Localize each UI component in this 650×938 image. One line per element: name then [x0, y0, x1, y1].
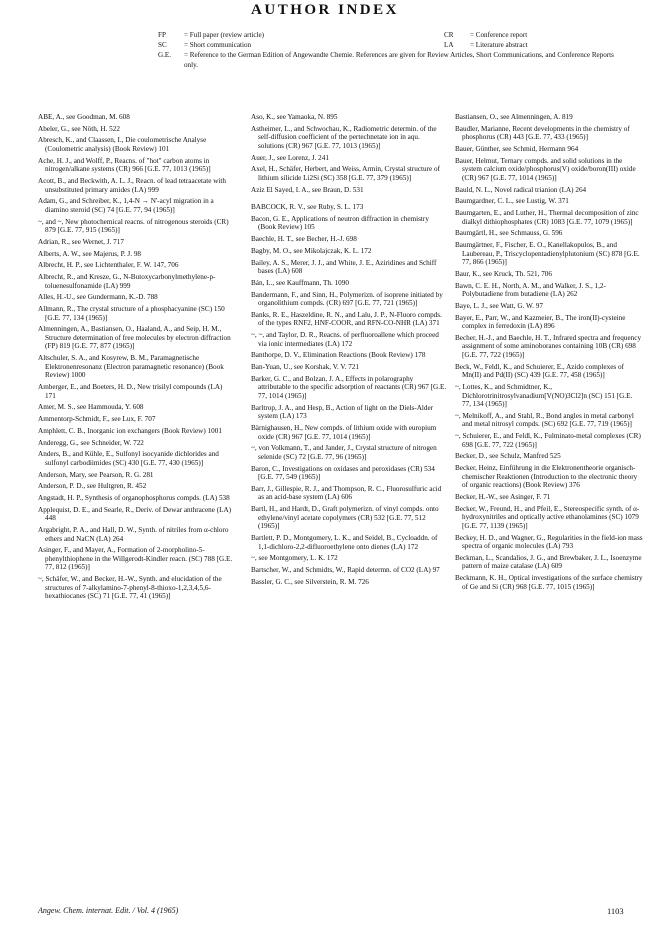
index-entry: Altschuler, S. A., and Kosyrew, B. M., Paramagnetische Elektronenresonanz (Electron paramagnetic resonance) (Book Review) 1000	[38, 354, 224, 380]
index-entry: Adrian, R., see Wernet, J. 717	[38, 237, 124, 246]
index-entry: Banks, R. E., Haszeldine, R. N., and Lalu, J. P., N-Fluoro compds. of the types RNF2, HNF-COOR, and RFN-CO-NHR (LA) 371	[251, 310, 442, 328]
index-entry: Barr, J., Gillespie, R. J., and Thompson, R. C., Fluorosulfuric acid as an acid-base system (LA) 606	[251, 484, 442, 502]
index-entry: Ache, H. J., and Wolff, P., Reacns. of "hot" carbon atoms in nitrogen/alkane systems (CR) 966 [G.E. 77, 1013 (1965)]	[38, 156, 211, 174]
abbr-key: SC	[158, 41, 167, 49]
index-entry: Bandermann, F., and Sinn, H., Polymerizn. of isoprene initiated by organolithium compds. (CR) 697 [G.E. 77, 721 (1965)]	[251, 290, 443, 308]
index-entry: Anderson, P. D., see Hultgren, R. 452	[38, 482, 147, 491]
index-entry: Allmann, R., The crystal structure of a phosphacyanine (SC) 150 [G.E. 77, 134 (1965)]	[38, 305, 225, 322]
index-entry: Bastiansen, O., see Almenningen, A. 819	[455, 113, 573, 121]
index-entry: Auer, J., see Lorenz, J. 241	[251, 153, 329, 162]
index-entry: Alberts, A. W., see Majerus, P. J. 98	[38, 249, 142, 258]
index-entry: Baudler, Marianne, Recent developments in the chemistry of phosphorus (CR) 443 [G.E. 77, 433 (1965)]	[455, 124, 630, 142]
index-entry: Baye, L. J., see Watt, G. W. 97	[455, 301, 543, 310]
index-entry: Baumgärtner, F., Fischer, E. O., Kanellakopulos, B., and Laubereau, P., Triscyclopentadienylplutonium (SC) 878 [G.E. 77, 866 (1965)]	[455, 241, 640, 267]
index-entry: Becker, H.-W., see Asinger, F. 71	[455, 492, 551, 501]
index-entry: Baron, C., Investigations on oxidases and peroxidases (CR) 534 [G.E. 77, 549 (1965)]	[251, 464, 435, 482]
index-entry: Becker, D., see Schulz, Manfred 525	[455, 452, 561, 461]
index-entry: Bacon, G. E., Applications of neutron diffraction in chemistry (Book Review) 105	[251, 214, 429, 232]
index-entry: ~, Melnikoff, A., and Stahl, R., Bond angles in metal carbonyl and metal nitrosyl compds. (SC) 692 [G.E. 77, 719 (1965)]	[455, 411, 634, 429]
index-entry: ~, ~, and Taylor, D. R., Reacns. of perfluoroallene which proceed via ionic intermediates (LA) 172	[251, 331, 439, 348]
index-entry: Acott, B., and Beckwith, A. L. J., Reacn. of lead tetraacetate with unsubstituted primary amides (LA) 999	[38, 177, 227, 194]
index-entry: ~, Schäfer, W., and Becker, H.-W., Synth. and elucidation of the structures of 7-alkylamino-7-phenyl-8-thioxo-1,2,3,4,5,6-hexathiocanes (SC) 71 [G.E. 77, 41 (1965)]	[38, 575, 222, 601]
index-entry: Abeler, G., see Nöth, H. 522	[38, 124, 120, 133]
index-entry: Angstadt, H. P., Synthesis of organophosphorus compds. (LA) 538	[38, 494, 230, 502]
index-entry: Applequist, D. E., and Searle, R., Deriv. of Dewar anthracene (LA) 448	[38, 505, 232, 523]
index-entry: Bagby, M. O., see Mikolajczak, K. L. 172	[251, 246, 372, 255]
index-entry: ~, Schuierer, E., and Feldl, K., Fulminato-metal complexes (CR) 698 [G.E. 77, 722 (1965)]	[455, 432, 641, 449]
index-entry: Baumgärtl, H., see Schmauss, G. 596	[455, 229, 563, 238]
index-entry: ~, Lottes, K., and Schmidtner, K., Dichlorotrinitrosylvanadium[V(NO)3Cl2]n (SC) 151 [G.E. 77, 134 (1965)]	[455, 383, 633, 409]
abbreviation-row	[158, 30, 628, 40]
journal-citation: Angew. Chem. internat. Edit. / Vol. 4 (1965)	[38, 906, 179, 915]
index-entry: Bauer, Günther, see Schmid, Hermann 964	[455, 145, 579, 154]
index-entry: Beckey, H. D., and Wagner, G., Regularities in the field-ion mass spectra of organic molecules (LA) 793	[455, 533, 643, 551]
index-column-3	[455, 113, 643, 594]
index-entry: Alles, H.-U., see Gundermann, K.-D. 788	[38, 293, 158, 302]
index-entry: Baur, K., see Kruck, Th. 521, 706	[455, 269, 552, 278]
index-entry: Bailey, A. S., Merer, J. J., and White, J. E., Aziridines and Schiff bases (LA) 608	[251, 258, 437, 276]
index-entry: Bán, L., see Kauffmann, Th. 1090	[251, 278, 349, 287]
index-entry: Beckmann, K. H., Optical investigations of the surface chemistry of Ge and Si (CR) 968 [G.E. 77, 1015 (1965)]	[455, 574, 643, 591]
index-entry: Astheimer, L., and Schwochau, K., Radiometric determin. of the self-diffusion coefficient of the pertechnetate ion in aqu. solutions (CR) 967 [G.E. 77, 1013 (1965)]	[251, 124, 437, 150]
abbr-key: LA	[444, 41, 454, 49]
index-entry: Axel, H., Schäfer, Herbert, and Weiss, Armin, Crystal structure of lithium silicide Li2Si (SC) 358 [G.E. 77, 379 (1965)]	[251, 165, 441, 182]
page-title: AUTHOR INDEX	[251, 2, 399, 18]
index-entry: ~, and ~, New photochemical reacns. of nitrogenous steroids (CR) 879 [G.E. 77, 915 (1965)]	[38, 217, 229, 235]
abbr-value: = Literature abstract	[470, 41, 528, 49]
index-entry: Ammentorp-Schmidt, F., see Lux, F. 707	[38, 415, 156, 424]
index-entry: Bawn, C. E. H., North, A. M., and Walker, J. S., 1,2-Polybutadiene from butadiene (LA) 262	[455, 281, 606, 299]
index-entry: Bauer, Helmut, Ternary compds. and solid solutions in the system calcium oxide/phosphorus(V) oxide/boron(III) oxide (CR) 967 [G.E. 77, 1014 (1965)]	[455, 156, 636, 182]
index-entry: Asinger, F., and Mayer, A., Formation of 2-morpholino-5-phenylthiophene in the Willgerodt-Kindler reacn. (SC) 788 [G.E. 77, 812 (1965)]	[38, 546, 233, 572]
index-entry: Beckman, L., Scandalios, J. G., and Brewbaker, J. L., Isoenzyme pattern of maize catalase (LA) 609	[455, 553, 642, 571]
index-entry: ~, see Montgomery, L. K. 172	[251, 554, 338, 563]
index-entry: Bartlett, P. D., Montgomery, L. K., and Seidel, B., Cycloaddn. of 1,1-dichloro-2,2-difluoroethylene onto dienes (LA) 172	[251, 534, 438, 551]
index-entry: Almenningen, A., Bastiansen, O., Haaland, A., and Seip, H. M., Structure determination of free molecules by electron diffraction (FP) 819 [G.E. 77, 877 (1965)]	[38, 325, 231, 351]
index-entry: Amberger, E., and Boeters, H. D., New trisilyl compounds (LA) 171	[38, 383, 223, 400]
index-entry: Anders, B., and Kühle, E., Sulfonyl isocyanide dichlorides and sulfonyl carbodiimides (SC) 430 [G.E. 77, 430 (1965)]	[38, 450, 219, 467]
abbr-value: = Full paper (review article)	[184, 31, 265, 39]
index-entry: Albrecht, H. P., see Lichtenthaler, F. W. 147, 706	[38, 261, 179, 270]
index-entry: Baumgardner, C. L., see Lustig, W. 371	[455, 197, 569, 206]
index-entry: Anderegg, G., see Schneider, W. 722	[38, 438, 144, 447]
index-entry: ABE, A., see Goodman, M. 608	[38, 113, 130, 121]
abbreviation-row	[158, 40, 628, 50]
index-column-2	[251, 113, 447, 589]
abbreviation-legend	[158, 30, 628, 70]
index-entry: Adam, G., and Schreiber, K., 1,4-N → N'-acyl migration in a diamino steroid (SC) 74 [G.E. 77, 94 (1965)]	[38, 197, 214, 214]
index-entry: Abresch, K., and Claassen, I., Die coulometrische Analyse (Coulometric analysis) (Book Review) 101	[38, 136, 207, 154]
index-entry: Bauld, N. L., Novel radical trianion (LA) 264	[455, 185, 587, 194]
index-entry: Beck, W., Feldl, K., and Schuierer, E., Azido complexes of Mn(II) and Pd(II) (SC) 439 [G.E. 77, 458 (1965)]	[455, 362, 624, 380]
index-entry: Ban-Yuan, U., see Korshak, V. V. 721	[251, 363, 360, 372]
abbr-note-text: = Reference to the German Edition of Angewandte Chemie. References are given for Review Articles, Short Communications, and Conference Reports only.	[184, 51, 614, 69]
abbreviation-note	[158, 50, 628, 70]
index-entry: Barltrop, J. A., and Hesp, B., Action of light on the Diels-Alder system (LA) 173	[251, 403, 434, 421]
index-entry: BABCOCK, R. V., see Ruby, S. L. 173	[251, 203, 364, 212]
index-entry: Baechle, H. T., see Becher, H.-J. 698	[251, 235, 357, 244]
abbr-key: G.E.	[158, 51, 172, 59]
index-entry: Bassler, G. C., see Silverstein, R. M. 726	[251, 577, 369, 586]
index-entry: Albrecht, R., and Kresze, G., N-Butoxycarbonylmethylene-p-toluenesulfonamide (LA) 999	[38, 273, 216, 290]
index-entry: Aziz El Sayed, I. A., see Braun, D. 531	[251, 185, 364, 194]
abbr-value: = Short communication	[184, 41, 252, 49]
index-entry: Amphlett, C. B., Inorganic ion exchangers (Book Review) 1001	[38, 426, 222, 435]
page-number: 1103	[607, 906, 624, 916]
abbr-value: = Conference report	[470, 31, 528, 39]
abbr-key: FP	[158, 31, 166, 39]
index-entry: Becker, W., Freund, H., and Pfeil, E., Stereospecific synth. of α-hydroxynitriles and optically active ethanolamines (SC) 1079 [G.E. 77, 1139 (1965)]	[455, 504, 640, 530]
index-entry: Becker, Heinz, Einführung in die Elektronentheorie organisch-chemischer Reaktionen (Introduction to the electronic theory of organic reactions) (Book Review) 376	[455, 464, 638, 490]
index-entry: Bartl, H., and Hardt, D., Graft polymerizn. of vinyl compds. onto ethylene/vinyl acetate copolymers (CR) 532 [G.E. 77, 512 (1965)]	[251, 505, 439, 531]
index-entry: Bayer, E., Parr, W., and Kazmeier, B., The iron(II)-cysteine complex in ferredoxin (LA) 896	[455, 313, 626, 331]
index-entry: Baumgarten, E., and Luther, H., Thermal decomposition of zinc dialkyl dithiophosphates (CR) 1083 [G.E. 77, 1079 (1965)]	[455, 209, 639, 226]
index-entry: Aso, K., see Yamaoka, N. 895	[251, 113, 338, 121]
index-entry: Argabright, P. A., and Hall, D. W., Synth. of nitriles from α-chloro ethers and NaCN (LA) 264	[38, 526, 229, 543]
index-entry: Bärnighausen, H., New compds. of lithium oxide with europium oxide (CR) 967 [G.E. 77, 1014 (1965)]	[251, 424, 437, 441]
index-entry: Banthorpe, D. V., Elimination Reactions (Book Review) 178	[251, 351, 426, 360]
index-entry: Anderson, Mary, see Pearson, R. G. 281	[38, 470, 154, 479]
index-entry: Becher, H.-J., and Baechle, H. T., Infrared spectra and frequency assignment of some aminoboranes containing 10B (CR) 698 [G.E. 77, 722 (1965)]	[455, 333, 642, 360]
index-entry: Barker, G. C., and Bolzan, J. A., Effects in polarography attributable to the specific adsorption of reactants (CR) 967 [G.E. 77, 1014 (1965)]	[251, 374, 447, 401]
index-entry: Amer, M. S., see Hammouda, Y. 608	[38, 403, 144, 412]
index-column-1	[38, 113, 234, 604]
index-entry: ~, von Volkmann, T., and Jander, J., Crystal structure of nitrogen selenide (SC) 72 [G.E. 77, 96 (1965)]	[251, 444, 437, 461]
abbr-key: CR	[444, 31, 454, 39]
index-entry: Bartscher, W., and Schmidts, W., Rapid determn. of CO2 (LA) 97	[251, 566, 440, 575]
